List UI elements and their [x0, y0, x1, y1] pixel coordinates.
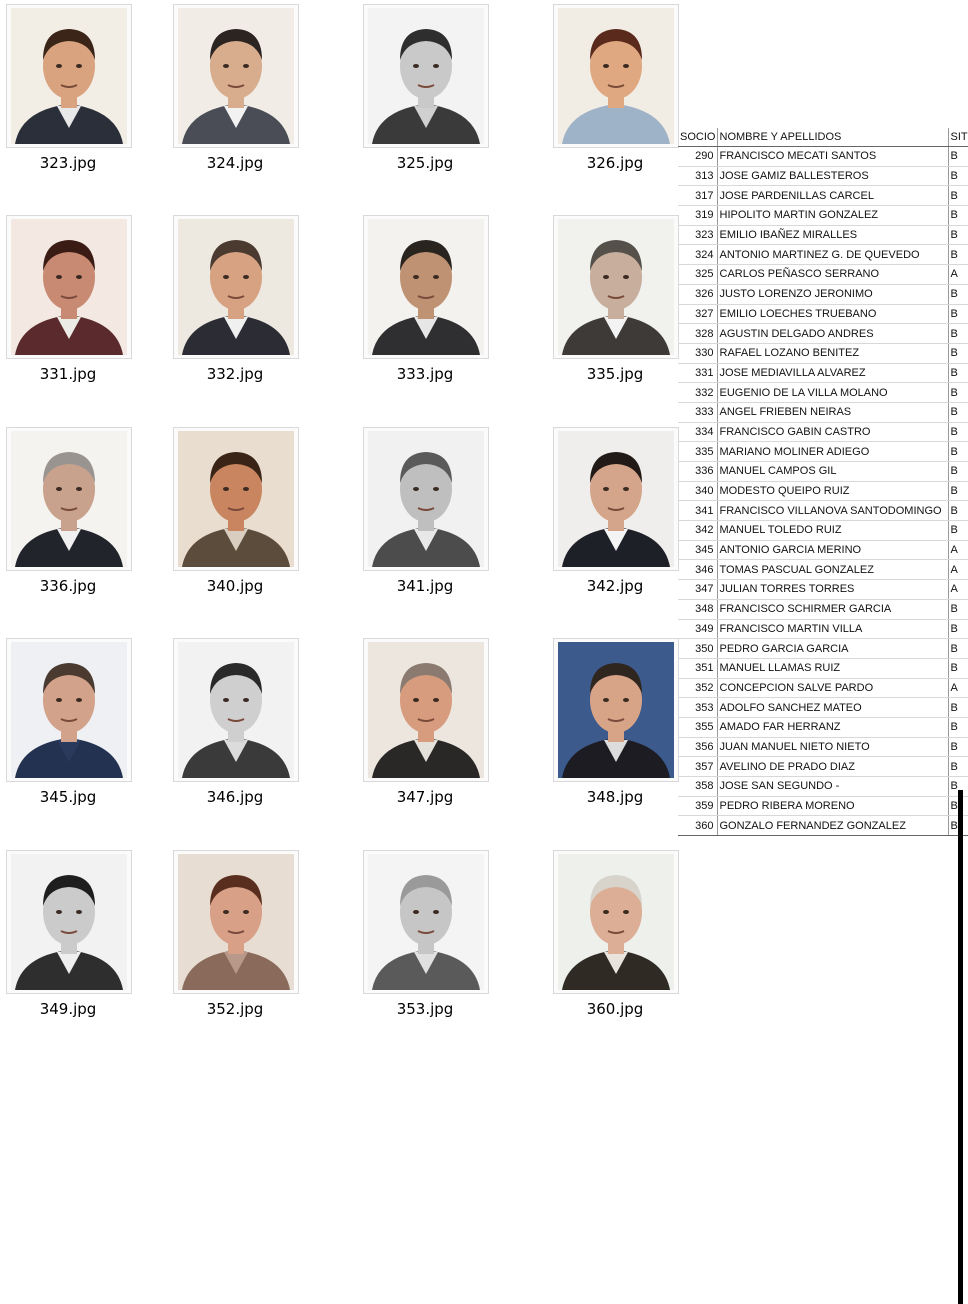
cell-nombre: PEDRO RIBERA MORENO	[717, 796, 948, 816]
cell-socio: 328	[678, 324, 717, 344]
table-row	[678, 245, 968, 265]
thumbnail-item[interactable]	[173, 634, 363, 845]
cell-nombre: JOSE MEDIAVILLA ALVAREZ	[717, 363, 948, 383]
cell-sit: B	[948, 147, 968, 167]
thumbnail-filename: 324.jpg	[206, 154, 264, 172]
table-row	[678, 678, 968, 698]
thumbnail-item[interactable]	[173, 846, 363, 1057]
portrait-photo	[558, 431, 674, 567]
thumbnail-item[interactable]	[6, 634, 196, 845]
thumbnail-frame	[173, 638, 299, 782]
cell-sit: B	[948, 206, 968, 226]
cell-sit: B	[948, 757, 968, 777]
thumbnail-frame	[553, 4, 679, 148]
table-row	[678, 324, 968, 344]
portrait-photo	[11, 219, 127, 355]
cell-nombre: JOSE GAMIZ BALLESTEROS	[717, 166, 948, 186]
thumbnail-filename: 352.jpg	[206, 1000, 264, 1018]
cell-sit: B	[948, 777, 968, 797]
portrait-photo	[11, 854, 127, 990]
cell-socio: 356	[678, 737, 717, 757]
table-row	[678, 225, 968, 245]
cell-nombre: PEDRO GARCIA GARCIA	[717, 639, 948, 659]
cell-sit: B	[948, 442, 968, 462]
cell-nombre: ANGEL FRIEBEN NEIRAS	[717, 402, 948, 422]
cell-sit: B	[948, 521, 968, 541]
thumbnail-frame	[6, 215, 132, 359]
cell-sit: B	[948, 619, 968, 639]
cell-sit: B	[948, 166, 968, 186]
window-edge	[958, 790, 963, 1304]
thumbnail-frame	[553, 850, 679, 994]
cell-sit: B	[948, 186, 968, 206]
thumbnail-filename: 335.jpg	[586, 365, 644, 383]
thumbnail-filename: 360.jpg	[586, 1000, 644, 1018]
cell-nombre: JULIAN TORRES TORRES	[717, 580, 948, 600]
portrait-photo	[178, 854, 294, 990]
cell-socio: 317	[678, 186, 717, 206]
thumbnail-item[interactable]	[363, 423, 553, 634]
cell-socio: 355	[678, 717, 717, 737]
table-row	[678, 501, 968, 521]
thumbnail-filename: 345.jpg	[39, 788, 97, 806]
portrait-photo	[178, 431, 294, 567]
portrait-photo	[368, 854, 484, 990]
roster-table	[678, 128, 968, 836]
cell-socio: 345	[678, 540, 717, 560]
cell-nombre: EMILIO LOECHES TRUEBANO	[717, 304, 948, 324]
table-row	[678, 166, 968, 186]
cell-sit: B	[948, 245, 968, 265]
cell-socio: 332	[678, 383, 717, 403]
cell-sit: B	[948, 717, 968, 737]
column-header-nombre: NOMBRE Y APELLIDOS	[717, 128, 948, 147]
thumbnail-item[interactable]	[6, 846, 196, 1057]
thumbnail-item[interactable]	[173, 423, 363, 634]
cell-sit: B	[948, 796, 968, 816]
cell-nombre: FRANCISCO SCHIRMER GARCIA	[717, 599, 948, 619]
cell-sit: B	[948, 698, 968, 718]
table-row	[678, 462, 968, 482]
cell-nombre: ANTONIO GARCIA MERINO	[717, 540, 948, 560]
portrait-photo	[11, 431, 127, 567]
cell-socio: 325	[678, 265, 717, 285]
cell-nombre: MANUEL LLAMAS RUIZ	[717, 658, 948, 678]
cell-sit: B	[948, 599, 968, 619]
table-row	[678, 383, 968, 403]
cell-socio: 342	[678, 521, 717, 541]
cell-sit: B	[948, 422, 968, 442]
thumbnail-frame	[6, 4, 132, 148]
table-row	[678, 816, 968, 836]
thumbnail-filename: 348.jpg	[586, 788, 644, 806]
cell-nombre: MARIANO MOLINER ADIEGO	[717, 442, 948, 462]
thumbnail-filename: 349.jpg	[39, 1000, 97, 1018]
cell-socio: 351	[678, 658, 717, 678]
cell-sit: B	[948, 481, 968, 501]
cell-socio: 336	[678, 462, 717, 482]
portrait-photo	[558, 219, 674, 355]
table-row	[678, 521, 968, 541]
table-row	[678, 796, 968, 816]
cell-sit: B	[948, 324, 968, 344]
cell-socio: 290	[678, 147, 717, 167]
table-row	[678, 737, 968, 757]
roster-header-row	[678, 128, 968, 147]
cell-socio: 359	[678, 796, 717, 816]
portrait-photo	[368, 642, 484, 778]
column-header-socio: SOCIO	[678, 128, 717, 147]
table-row	[678, 540, 968, 560]
cell-nombre: ANTONIO MARTINEZ G. DE QUEVEDO	[717, 245, 948, 265]
thumbnail-frame	[173, 850, 299, 994]
cell-sit: B	[948, 343, 968, 363]
cell-nombre: FRANCISCO VILLANOVA SANTODOMINGO	[717, 501, 948, 521]
cell-nombre: FRANCISCO MARTIN VILLA	[717, 619, 948, 639]
table-row	[678, 284, 968, 304]
table-row	[678, 777, 968, 797]
cell-socio: 323	[678, 225, 717, 245]
thumbnail-frame	[6, 638, 132, 782]
cell-nombre: ADOLFO SANCHEZ MATEO	[717, 698, 948, 718]
cell-socio: 334	[678, 422, 717, 442]
member-roster	[678, 128, 968, 836]
portrait-photo	[178, 642, 294, 778]
table-row	[678, 757, 968, 777]
cell-nombre: MODESTO QUEIPO RUIZ	[717, 481, 948, 501]
table-row	[678, 265, 968, 285]
cell-socio: 352	[678, 678, 717, 698]
thumbnail-filename: 333.jpg	[396, 365, 454, 383]
cell-sit: B	[948, 284, 968, 304]
cell-sit: B	[948, 737, 968, 757]
thumbnail-frame	[553, 427, 679, 571]
thumbnail-item[interactable]	[6, 423, 196, 634]
cell-nombre: FRANCISCO GABIN CASTRO	[717, 422, 948, 442]
thumbnail-filename: 323.jpg	[39, 154, 97, 172]
portrait-photo	[558, 854, 674, 990]
thumbnail-frame	[363, 427, 489, 571]
cell-socio: 330	[678, 343, 717, 363]
table-row	[678, 599, 968, 619]
cell-socio: 340	[678, 481, 717, 501]
thumbnail-filename: 341.jpg	[396, 577, 454, 595]
cell-socio: 341	[678, 501, 717, 521]
cell-nombre: JUAN MANUEL NIETO NIETO	[717, 737, 948, 757]
table-row	[678, 639, 968, 659]
thumbnail-filename: 347.jpg	[396, 788, 454, 806]
thumbnail-item[interactable]	[173, 0, 363, 211]
cell-sit: A	[948, 580, 968, 600]
thumbnail-frame	[363, 4, 489, 148]
cell-socio: 346	[678, 560, 717, 580]
cell-nombre: EMILIO IBAÑEZ MIRALLES	[717, 225, 948, 245]
portrait-photo	[178, 8, 294, 144]
column-header-sit: SIT	[948, 128, 968, 147]
table-row	[678, 422, 968, 442]
thumbnail-frame	[6, 427, 132, 571]
cell-socio: 358	[678, 777, 717, 797]
cell-sit: A	[948, 678, 968, 698]
thumbnail-item[interactable]	[363, 634, 553, 845]
portrait-photo	[11, 642, 127, 778]
table-row	[678, 481, 968, 501]
cell-socio: 319	[678, 206, 717, 226]
cell-sit: B	[948, 363, 968, 383]
thumbnail-filename: 325.jpg	[396, 154, 454, 172]
cell-sit: B	[948, 501, 968, 521]
thumbnail-filename: 331.jpg	[39, 365, 97, 383]
cell-nombre: FRANCISCO MECATI SANTOS	[717, 147, 948, 167]
thumbnail-filename: 353.jpg	[396, 1000, 454, 1018]
cell-nombre: MANUEL TOLEDO RUIZ	[717, 521, 948, 541]
thumbnail-frame	[553, 215, 679, 359]
thumbnail-frame	[173, 4, 299, 148]
cell-nombre: RAFAEL LOZANO BENITEZ	[717, 343, 948, 363]
table-row	[678, 363, 968, 383]
thumbnail-frame	[363, 215, 489, 359]
portrait-photo	[11, 8, 127, 144]
thumbnail-item[interactable]	[363, 0, 553, 211]
cell-sit: B	[948, 816, 968, 836]
portrait-photo	[558, 8, 674, 144]
thumbnail-item[interactable]	[6, 211, 196, 422]
thumbnail-item[interactable]	[553, 846, 743, 1057]
thumbnail-filename: 326.jpg	[586, 154, 644, 172]
table-row	[678, 560, 968, 580]
cell-socio: 326	[678, 284, 717, 304]
cell-nombre: MANUEL CAMPOS GIL	[717, 462, 948, 482]
portrait-photo	[368, 431, 484, 567]
cell-nombre: HIPOLITO MARTIN GONZALEZ	[717, 206, 948, 226]
thumbnail-item[interactable]	[6, 0, 196, 211]
table-row	[678, 658, 968, 678]
table-row	[678, 717, 968, 737]
cell-nombre: JOSE PARDENILLAS CARCEL	[717, 186, 948, 206]
thumbnail-frame	[173, 215, 299, 359]
cell-socio: 347	[678, 580, 717, 600]
table-row	[678, 206, 968, 226]
cell-nombre: TOMAS PASCUAL GONZALEZ	[717, 560, 948, 580]
cell-nombre: CONCEPCION SALVE PARDO	[717, 678, 948, 698]
cell-nombre: JUSTO LORENZO JERONIMO	[717, 284, 948, 304]
roster-body	[678, 147, 968, 836]
cell-sit: A	[948, 540, 968, 560]
thumbnail-filename: 332.jpg	[206, 365, 264, 383]
table-row	[678, 580, 968, 600]
thumbnail-filename: 340.jpg	[206, 577, 264, 595]
thumbnail-frame	[173, 427, 299, 571]
cell-sit: A	[948, 560, 968, 580]
thumbnail-filename: 336.jpg	[39, 577, 97, 595]
cell-nombre: AGUSTIN DELGADO ANDRES	[717, 324, 948, 344]
cell-socio: 357	[678, 757, 717, 777]
table-row	[678, 698, 968, 718]
table-row	[678, 619, 968, 639]
cell-nombre: CARLOS PEÑASCO SERRANO	[717, 265, 948, 285]
cell-socio: 333	[678, 402, 717, 422]
thumbnail-frame	[553, 638, 679, 782]
cell-sit: B	[948, 402, 968, 422]
table-row	[678, 186, 968, 206]
cell-socio: 335	[678, 442, 717, 462]
cell-sit: B	[948, 304, 968, 324]
thumbnail-item[interactable]	[173, 211, 363, 422]
cell-socio: 349	[678, 619, 717, 639]
cell-sit: B	[948, 383, 968, 403]
cell-sit: B	[948, 462, 968, 482]
table-row	[678, 147, 968, 167]
thumbnail-filename: 342.jpg	[586, 577, 644, 595]
thumbnail-filename: 346.jpg	[206, 788, 264, 806]
table-row	[678, 304, 968, 324]
cell-socio: 313	[678, 166, 717, 186]
cell-socio: 331	[678, 363, 717, 383]
cell-sit: B	[948, 225, 968, 245]
table-row	[678, 442, 968, 462]
table-row	[678, 343, 968, 363]
cell-nombre: AMADO FAR HERRANZ	[717, 717, 948, 737]
cell-socio: 360	[678, 816, 717, 836]
thumbnail-frame	[363, 850, 489, 994]
cell-sit: B	[948, 639, 968, 659]
thumbnail-frame	[6, 850, 132, 994]
cell-nombre: AVELINO DE PRADO DIAZ	[717, 757, 948, 777]
cell-socio: 353	[678, 698, 717, 718]
cell-socio: 350	[678, 639, 717, 659]
cell-sit: B	[948, 658, 968, 678]
cell-nombre: GONZALO FERNANDEZ GONZALEZ	[717, 816, 948, 836]
cell-sit: A	[948, 265, 968, 285]
thumbnail-item[interactable]	[363, 846, 553, 1057]
cell-socio: 327	[678, 304, 717, 324]
portrait-photo	[558, 642, 674, 778]
table-row	[678, 402, 968, 422]
portrait-photo	[178, 219, 294, 355]
portrait-photo	[368, 219, 484, 355]
cell-nombre: JOSE SAN SEGUNDO -	[717, 777, 948, 797]
cell-socio: 324	[678, 245, 717, 265]
portrait-photo	[368, 8, 484, 144]
thumbnail-frame	[363, 638, 489, 782]
cell-nombre: EUGENIO DE LA VILLA MOLANO	[717, 383, 948, 403]
cell-socio: 348	[678, 599, 717, 619]
thumbnail-item[interactable]	[363, 211, 553, 422]
